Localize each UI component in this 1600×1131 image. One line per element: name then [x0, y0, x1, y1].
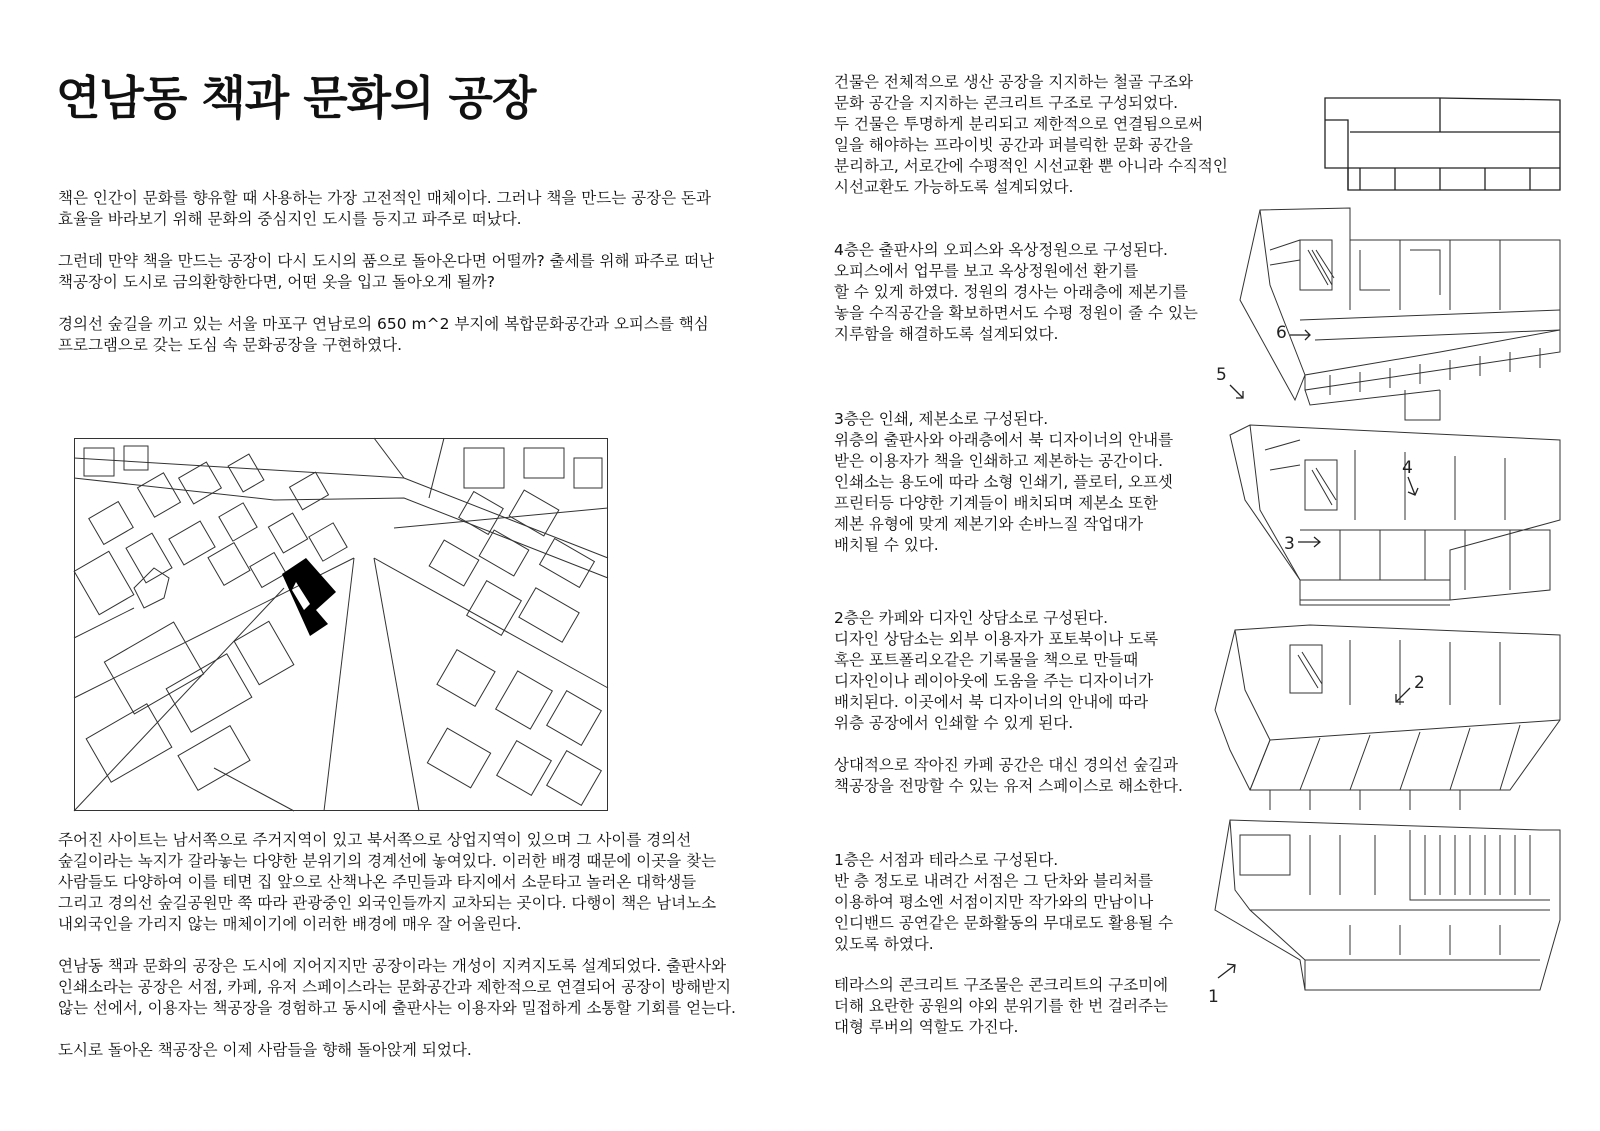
floor-2-cafe-description: 상대적으로 작아진 카페 공간은 대신 경의선 숲길과 책공장을 전망할 수 있는 유저 스페이스로 해소한다.	[834, 756, 1183, 795]
floor-2-level	[1215, 625, 1560, 810]
exploded-axonometric-diagram	[1210, 90, 1580, 1050]
floor-4-level	[1240, 208, 1560, 420]
intro-paragraph-3: 경의선 숲길을 끼고 있는 서울 마포구 연남로의 650 m^2 부지에 복합문화공간과 오피스를 핵심 프로그램으로 갖는 도심 속 문화공장을 구현하였다.	[58, 315, 709, 354]
floor-4-description: 4층은 출판사의 오피스와 옥상정원으로 구성된다. 오피스에서 업무를 보고 옥상정원에선 환기를 할 수 있게 하였다. 정원의 경사는 아래층에 제본기를 놓을 수직공간을 확보하면서도 수평 정원이 줄 수 있는 지루함을 해결하도록 설계되었다.	[834, 241, 1198, 343]
floor-1-terrace-description: 테라스의 콘크리트 구조물은 콘크리트의 구조미에 더해 요란한 공원의 야외 분위기를 한 번 걸러주는 대형 루버의 역할도 가진다.	[834, 976, 1169, 1036]
floor-3-description: 3층은 인쇄, 제본소로 구성된다. 위층의 출판사와 아래층에서 북 디자이너의 안내를 받은 이용자가 책을 인쇄하고 제본하는 공간이다. 인쇄소는 용도에 따라 소형 인쇄기, 플로터, 오프셋 프린터등 다양한 기계들이 배치되며 제본소 또한 제본 유형에 맞게 제본기와 손바느질 작업대가 배치될 수 있다.	[834, 410, 1174, 554]
label-2: 2	[1414, 673, 1425, 693]
site-building	[282, 558, 336, 636]
site-paragraph-2: 연남동 책과 문화의 공장은 도시에 지어지지만 공장이라는 개성이 지켜지도록 설계되었다. 출판사와 인쇄소라는 공장은 서점, 카페, 유저 스페이스라는 문화공간과 제한적으로 연결되어 공장이 방해받지 않는 선에서, 이용자는 책공장을 경험하고 동시에 출판사는 이용자와 밀접하게 소통할 기회를 얻는다.	[58, 957, 736, 1017]
site-paragraph-3: 도시로 돌아온 책공장은 이제 사람들을 향해 돌아앉게 되었다.	[58, 1041, 472, 1059]
floor-1-level	[1215, 820, 1560, 990]
structure-description: 건물은 전체적으로 생산 공장을 지지하는 철골 구조와 문화 공간을 지지하는 콘크리트 구조로 구성되었다. 두 건물은 투명하게 분리되고 제한적으로 연결됨으로써 일을 해야하는 프라이빗 공간과 퍼블릭한 문화 공간을 분리하고, 서로간에 수평적인 시선교환 뿐 아니라 수직적인 시선교환도 가능하도록 설계되었다.	[834, 73, 1228, 196]
page-title: 연남동 책과 문화의 공장	[56, 71, 536, 125]
site-paragraph-1: 주어진 사이트는 남서쪽으로 주거지역이 있고 북서쪽으로 상업지역이 있으며 그 사이를 경의선 숲길이라는 녹지가 갈라놓는 다양한 분위기의 경계선에 놓여있다. 이러한 배경 때문에 이곳을 찾는 사람들도 다양하여 이를 테면 집 앞으로 산책나온 주민들과 타지에서 소문타고 놀러온 대학생들 그리고 경의선 숲길공원만 쭉 따라 관광중인 외국인들까지 교차되는 곳이다. 다행이 책은 남녀노소 내외국인을 가리지 않는 매체이기에 이러한 배경에 매우 잘 어울린다.	[58, 831, 717, 933]
label-1: 1	[1208, 987, 1219, 1007]
site-plan-map	[74, 438, 608, 811]
label-5: 5	[1216, 365, 1227, 385]
intro-paragraph-1: 책은 인간이 문화를 향유할 때 사용하는 가장 고전적인 매체이다. 그러나 책을 만드는 공장은 돈과 효율을 바라보기 위해 문화의 중심지인 도시를 등지고 파주로 떠났다.	[58, 189, 711, 228]
floor-3-level	[1230, 425, 1560, 605]
label-4: 4	[1402, 458, 1413, 478]
intro-paragraph-2: 그런데 만약 책을 만드는 공장이 다시 도시의 품으로 돌아온다면 어떨까? 출세를 위해 파주로 떠난 책공장이 도시로 금의환향한다면, 어떤 옷을 입고 돌아오게 될까?	[58, 252, 715, 291]
label-6: 6	[1276, 323, 1287, 343]
floor-2-description: 2층은 카페와 디자인 상담소로 구성된다. 디자인 상담소는 외부 이용자가 포토북이나 도록 혹은 포트폴리오같은 기록물을 책으로 만들때 디자인이나 레이아웃에 도움을 주는 디자이너가 배치된다. 이곳에서 북 디자이너의 안내에 따라 위층 공장에서 인쇄할 수 있게 된다.	[834, 609, 1159, 732]
annotation-arrows	[1218, 330, 1418, 978]
floor-1-description: 1층은 서점과 테라스로 구성된다. 반 층 정도로 내려간 서점은 그 단차와 블리처를 이용하여 평소엔 서점이지만 작가와의 만남이나 인디밴드 공연같은 문화활동의 무대로도 활용될 수 있도록 하였다.	[834, 851, 1174, 953]
label-3: 3	[1284, 534, 1295, 554]
roof-level	[1325, 98, 1560, 190]
